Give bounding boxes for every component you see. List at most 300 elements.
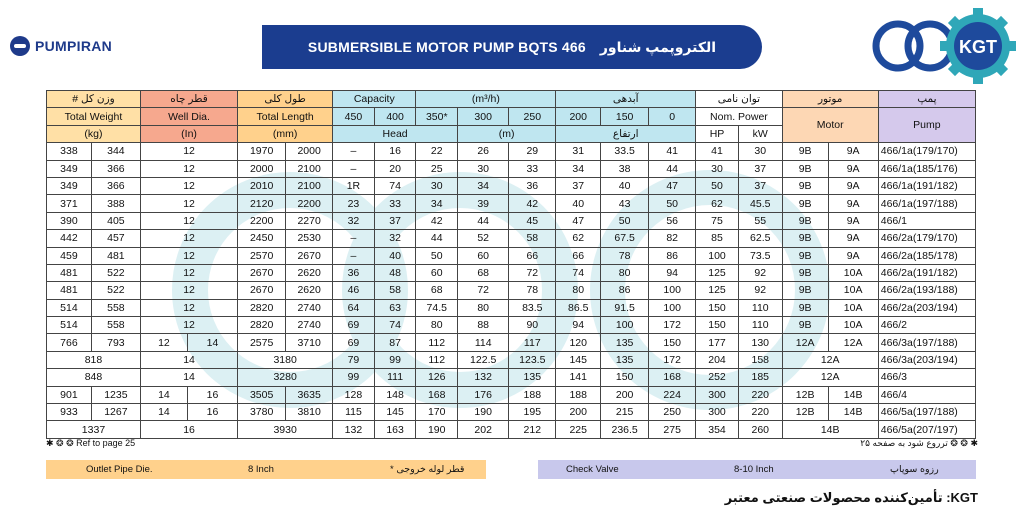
cell-motor: 9B: [782, 212, 828, 229]
cell-head: 60: [458, 247, 509, 264]
cell-head: 62: [556, 230, 601, 247]
cell-length: 3780: [238, 404, 286, 421]
cell-power-hp: 300: [696, 386, 739, 403]
cell-motor: 14B: [782, 421, 878, 438]
cell-well: 14: [140, 404, 187, 421]
note-right: [860, 438, 978, 449]
cell-head: 38: [601, 160, 649, 177]
cell-weight: 390: [47, 212, 92, 229]
cell-head: 176: [458, 386, 509, 403]
header-well-fa: قطر چاه: [140, 91, 237, 108]
cell-head: 122.5: [458, 351, 509, 368]
cell-well: 16: [187, 404, 237, 421]
cell-head: 50: [601, 212, 649, 229]
cell-power-kw: 158: [738, 351, 782, 368]
cell-length: 2620: [286, 282, 333, 299]
cell-well: 12: [140, 160, 237, 177]
cell-head: 52: [458, 230, 509, 247]
cell-well: 12: [140, 195, 237, 212]
star-icon: ✱ ❂ ❂: [950, 438, 978, 448]
cell-motor: 9A: [828, 230, 878, 247]
cell-pump: 466/2: [878, 317, 975, 334]
table-row: [47, 247, 976, 264]
cell-head: 94: [556, 317, 601, 334]
note-left-text: Ref to page 25: [76, 438, 136, 448]
cell-length: 2450: [238, 230, 286, 247]
cell-head: 148: [374, 386, 416, 403]
cell-power-kw: 55: [738, 212, 782, 229]
header-power-en: Nom. Power: [696, 108, 782, 125]
cell-weight: 848: [47, 369, 141, 386]
cell-head: 135: [601, 334, 649, 351]
outlet-pipe-value: 8 Inch: [248, 464, 274, 475]
cell-power-kw: 92: [738, 282, 782, 299]
cell-head: 120: [556, 334, 601, 351]
cell-weight: 457: [91, 230, 140, 247]
header-well-unit: (In): [140, 125, 237, 142]
cell-motor: 9A: [828, 177, 878, 194]
header-well-en: Well Dia.: [140, 108, 237, 125]
cell-pump: 466/1a(179/170): [878, 143, 975, 160]
cell-pump: 466/2a(185/178): [878, 247, 975, 264]
cell-head: 56: [649, 212, 696, 229]
cell-head: 22: [416, 143, 458, 160]
cell-power-hp: 150: [696, 299, 739, 316]
cell-motor: 14B: [828, 404, 878, 421]
cell-length: 2620: [286, 264, 333, 281]
cell-length: 3280: [238, 369, 333, 386]
cell-length: 2000: [286, 143, 333, 160]
cell-head: 42: [509, 195, 556, 212]
header-length-fa: طول کلی: [238, 91, 333, 108]
cell-length: 2270: [286, 212, 333, 229]
cell-power-kw: 110: [738, 299, 782, 316]
cell-head: 200: [556, 404, 601, 421]
cell-head: 32: [374, 230, 416, 247]
cell-length: 3505: [238, 386, 286, 403]
header-length-unit: (mm): [238, 125, 333, 142]
cell-motor: 10A: [828, 317, 878, 334]
cell-head: 195: [509, 404, 556, 421]
header-head-fa: ارتفاع: [556, 125, 696, 142]
header-capacity-en: Capacity: [333, 91, 416, 108]
check-valve-label-fa: رزوه سوپاپ: [890, 464, 939, 475]
cell-head: 236.5: [601, 421, 649, 438]
cell-head: –: [333, 247, 375, 264]
cell-head: 58: [374, 282, 416, 299]
header-weight-fa: # وزن کل: [47, 91, 141, 108]
cell-length: 2670: [238, 282, 286, 299]
cell-power-kw: 220: [738, 386, 782, 403]
cell-weight: 522: [91, 282, 140, 299]
cell-head: 202: [458, 421, 509, 438]
cell-power-kw: 185: [738, 369, 782, 386]
cell-motor: 10A: [828, 282, 878, 299]
kgt-logo-text: KGT: [959, 37, 997, 57]
cell-head: 87: [374, 334, 416, 351]
cell-head: 26: [458, 143, 509, 160]
check-valve-value: 8-10 Inch: [734, 464, 774, 475]
cell-head: 74: [374, 317, 416, 334]
cell-head: 82: [649, 230, 696, 247]
check-valve-strip: [538, 460, 976, 479]
cell-head: –: [333, 230, 375, 247]
table-row: [47, 334, 976, 351]
cell-head: 45: [509, 212, 556, 229]
cell-pump: 466/5a(197/188): [878, 404, 975, 421]
header-motor-fa: موتور: [782, 91, 878, 108]
table-row: [47, 195, 976, 212]
cell-power-kw: 73.5: [738, 247, 782, 264]
pumpiran-logo-icon: [10, 36, 30, 56]
cell-head: 86.5: [556, 299, 601, 316]
cell-pump: 466/3a(197/188): [878, 334, 975, 351]
outlet-pipe-strip: [46, 460, 486, 479]
cell-motor: 9B: [782, 177, 828, 194]
header-capacity-fa: آبدهی: [556, 91, 696, 108]
pumpiran-brand-text: PUMPIRAN: [35, 38, 113, 54]
cell-motor: 9A: [828, 160, 878, 177]
cell-motor: 9B: [782, 195, 828, 212]
kgt-logo: [870, 4, 1020, 94]
cell-head: 74: [374, 177, 416, 194]
cell-power-hp: 50: [696, 177, 739, 194]
cell-head: 34: [556, 160, 601, 177]
cell-length: 2740: [286, 299, 333, 316]
cell-weight: 558: [91, 317, 140, 334]
outlet-pipe-label-en: Outlet Pipe Die.: [86, 464, 153, 475]
cell-head: 33.5: [601, 143, 649, 160]
table-row: [47, 264, 976, 281]
capacity-value: 200: [556, 108, 601, 125]
cell-head: 83.5: [509, 299, 556, 316]
cell-well: 12: [140, 247, 237, 264]
cell-motor: 12A: [782, 351, 878, 368]
cell-head: 74: [556, 264, 601, 281]
table-row: [47, 143, 976, 160]
cell-well: 12: [140, 177, 237, 194]
cell-head: 23: [333, 195, 375, 212]
cell-head: 86: [649, 247, 696, 264]
cell-head: 90: [509, 317, 556, 334]
cell-power-hp: 150: [696, 317, 739, 334]
cell-weight: 1337: [47, 421, 141, 438]
cell-well: 12: [140, 334, 187, 351]
cell-weight: 933: [47, 404, 92, 421]
cell-head: 225: [556, 421, 601, 438]
cell-head: 44: [649, 160, 696, 177]
table-row: [47, 351, 976, 368]
cell-pump: 466/1a(197/188): [878, 195, 975, 212]
cell-weight: 766: [47, 334, 92, 351]
cell-head: 128: [333, 386, 375, 403]
cell-head: 50: [416, 247, 458, 264]
cell-length: 2670: [286, 247, 333, 264]
cell-head: 80: [416, 317, 458, 334]
cell-pump: 466/1a(191/182): [878, 177, 975, 194]
table-row: [47, 177, 976, 194]
cell-head: 68: [416, 282, 458, 299]
cell-well: 12: [140, 282, 237, 299]
cell-head: 68: [458, 264, 509, 281]
cell-head: 42: [416, 212, 458, 229]
cell-head: 33: [509, 160, 556, 177]
pumpiran-logo: [10, 36, 112, 56]
cell-length: 3180: [238, 351, 333, 368]
cell-pump: 466/1a(185/176): [878, 160, 975, 177]
cell-power-kw: 110: [738, 317, 782, 334]
cell-pump: 466/4: [878, 386, 975, 403]
cell-motor: 12A: [828, 334, 878, 351]
cell-head: 150: [649, 334, 696, 351]
cell-head: 72: [458, 282, 509, 299]
header-power-kw: kW: [738, 125, 782, 142]
cell-head: 41: [649, 143, 696, 160]
cell-head: 212: [509, 421, 556, 438]
cell-head: 74.5: [416, 299, 458, 316]
cell-head: 172: [649, 351, 696, 368]
cell-well: 12: [140, 317, 237, 334]
cell-head: 36: [509, 177, 556, 194]
pump-spec-table-body: [47, 143, 976, 439]
cell-head: 63: [374, 299, 416, 316]
cell-motor: 9B: [782, 160, 828, 177]
cell-head: 80: [601, 264, 649, 281]
cell-length: 3810: [286, 404, 333, 421]
cell-head: 80: [556, 282, 601, 299]
cell-head: 67.5: [601, 230, 649, 247]
header-weight-en: Total Weight: [47, 108, 141, 125]
cell-power-hp: 177: [696, 334, 739, 351]
cell-head: 172: [649, 317, 696, 334]
cell-head: 16: [374, 143, 416, 160]
cell-pump: 466/2a(191/182): [878, 264, 975, 281]
cell-well: 14: [140, 351, 237, 368]
cell-head: 190: [458, 404, 509, 421]
table-row: [47, 386, 976, 403]
cell-power-hp: 300: [696, 404, 739, 421]
cell-length: 2570: [238, 247, 286, 264]
cell-weight: 459: [47, 247, 92, 264]
check-valve-label-en: Check Valve: [566, 464, 619, 475]
cell-head: 145: [374, 404, 416, 421]
cell-weight: 366: [91, 160, 140, 177]
cell-head: 99: [333, 369, 375, 386]
header-capacity-unit: (m³/h): [416, 91, 556, 108]
cell-motor: 9A: [828, 212, 878, 229]
cell-power-kw: 220: [738, 404, 782, 421]
cell-weight: 442: [47, 230, 92, 247]
capacity-value: 350*: [416, 108, 458, 125]
header-head-unit: (m): [458, 125, 556, 142]
table-row: [47, 317, 976, 334]
cell-head: 112: [416, 351, 458, 368]
table-row: [47, 299, 976, 316]
cell-head: 123.5: [509, 351, 556, 368]
cell-well: 16: [187, 386, 237, 403]
cell-head: 69: [333, 334, 375, 351]
header-head-en: Head: [333, 125, 458, 142]
cell-head: 190: [416, 421, 458, 438]
cell-head: 20: [374, 160, 416, 177]
cell-head: 145: [556, 351, 601, 368]
cell-weight: 1267: [91, 404, 140, 421]
cell-head: 250: [649, 404, 696, 421]
cell-head: 48: [374, 264, 416, 281]
cell-well: 16: [140, 421, 237, 438]
capacity-value: 250: [509, 108, 556, 125]
cell-length: 3930: [238, 421, 333, 438]
cell-head: 33: [374, 195, 416, 212]
cell-head: 88: [458, 317, 509, 334]
cell-head: 29: [509, 143, 556, 160]
cell-head: 114: [458, 334, 509, 351]
cell-head: 117: [509, 334, 556, 351]
cell-weight: 338: [47, 143, 92, 160]
cell-motor: 12B: [782, 404, 828, 421]
cell-weight: 1235: [91, 386, 140, 403]
title-english: SUBMERSIBLE MOTOR PUMP BQTS 466: [307, 39, 586, 55]
cell-power-kw: 62.5: [738, 230, 782, 247]
header-power-hp: HP: [696, 125, 739, 142]
cell-head: 25: [416, 160, 458, 177]
cell-power-hp: 85: [696, 230, 739, 247]
table-row: [47, 160, 976, 177]
cell-head: 50: [649, 195, 696, 212]
header-power-fa: توان نامی: [696, 91, 782, 108]
cell-head: 37: [556, 177, 601, 194]
cell-weight: 366: [91, 177, 140, 194]
cell-power-kw: 45.5: [738, 195, 782, 212]
cell-pump: 466/2a(203/194): [878, 299, 975, 316]
cell-head: 30: [416, 177, 458, 194]
cell-motor: 9A: [828, 247, 878, 264]
cell-well: 12: [140, 143, 237, 160]
cell-power-hp: 125: [696, 264, 739, 281]
capacity-value: 150: [601, 108, 649, 125]
cell-head: 40: [601, 177, 649, 194]
cell-weight: 349: [47, 177, 92, 194]
cell-weight: 405: [91, 212, 140, 229]
header-pump-fa: پمپ: [878, 91, 975, 108]
title-bar: [262, 25, 762, 69]
cell-head: 40: [556, 195, 601, 212]
table-row: [47, 404, 976, 421]
pump-spec-table-container: [46, 90, 976, 436]
cell-pump: 466/5a(207/197): [878, 421, 975, 438]
cell-head: 188: [556, 386, 601, 403]
cell-weight: 344: [91, 143, 140, 160]
cell-head: 78: [601, 247, 649, 264]
cell-well: 12: [140, 299, 237, 316]
cell-length: 2100: [286, 177, 333, 194]
cell-head: 58: [509, 230, 556, 247]
cell-head: 66: [509, 247, 556, 264]
cell-head: 66: [556, 247, 601, 264]
cell-power-hp: 41: [696, 143, 739, 160]
cell-pump: 466/3: [878, 369, 975, 386]
cell-weight: 522: [91, 264, 140, 281]
cell-head: 36: [333, 264, 375, 281]
cell-head: 30: [458, 160, 509, 177]
cell-length: 1970: [238, 143, 286, 160]
cell-head: 44: [458, 212, 509, 229]
star-icon: ✱ ❂ ❂: [46, 438, 74, 448]
table-row: [47, 212, 976, 229]
cell-head: 141: [556, 369, 601, 386]
cell-head: –: [333, 143, 375, 160]
cell-head: 40: [374, 247, 416, 264]
cell-motor: 9B: [782, 264, 828, 281]
cell-head: 135: [601, 351, 649, 368]
cell-head: 64: [333, 299, 375, 316]
pump-spec-table: [46, 90, 976, 439]
cell-power-hp: 75: [696, 212, 739, 229]
cell-motor: 9B: [782, 317, 828, 334]
cell-well: 14: [140, 386, 187, 403]
cell-head: 32: [333, 212, 375, 229]
title-persian: الکتروپمپ شناور: [599, 38, 717, 55]
cell-head: 72: [509, 264, 556, 281]
cell-head: 150: [601, 369, 649, 386]
table-row: [47, 369, 976, 386]
cell-weight: 481: [47, 282, 92, 299]
capacity-value: 0: [649, 108, 696, 125]
cell-head: 31: [556, 143, 601, 160]
cell-well: 12: [140, 264, 237, 281]
cell-motor: 9B: [782, 282, 828, 299]
cell-pump: 466/1: [878, 212, 975, 229]
cell-power-hp: 62: [696, 195, 739, 212]
cell-head: 100: [649, 299, 696, 316]
cell-head: 44: [416, 230, 458, 247]
cell-head: 135: [509, 369, 556, 386]
cell-head: 100: [649, 282, 696, 299]
cell-head: 200: [601, 386, 649, 403]
cell-head: 111: [374, 369, 416, 386]
cell-weight: 901: [47, 386, 92, 403]
cell-head: 1R: [333, 177, 375, 194]
cell-power-hp: 252: [696, 369, 739, 386]
cell-length: 2820: [238, 317, 286, 334]
cell-length: 2670: [238, 264, 286, 281]
capacity-value: 300: [458, 108, 509, 125]
cell-power-hp: 354: [696, 421, 739, 438]
cell-head: 43: [601, 195, 649, 212]
cell-motor: 9A: [828, 195, 878, 212]
cell-well: 12: [140, 212, 237, 229]
cell-pump: 466/3a(203/194): [878, 351, 975, 368]
cell-power-kw: 260: [738, 421, 782, 438]
cell-head: –: [333, 160, 375, 177]
cell-weight: 481: [47, 264, 92, 281]
cell-head: 34: [416, 195, 458, 212]
cell-well: 14: [187, 334, 237, 351]
cell-power-kw: 130: [738, 334, 782, 351]
cell-head: 112: [416, 334, 458, 351]
table-row: [47, 282, 976, 299]
cell-motor: 9A: [828, 143, 878, 160]
cell-head: 39: [458, 195, 509, 212]
cell-head: 188: [509, 386, 556, 403]
capacity-value: 450: [333, 108, 375, 125]
cell-motor: 10A: [828, 264, 878, 281]
cell-well: 12: [140, 230, 237, 247]
cell-length: 3710: [286, 334, 333, 351]
header-length-en: Total Length: [238, 108, 333, 125]
cell-motor: 9B: [782, 299, 828, 316]
cell-length: 2740: [286, 317, 333, 334]
